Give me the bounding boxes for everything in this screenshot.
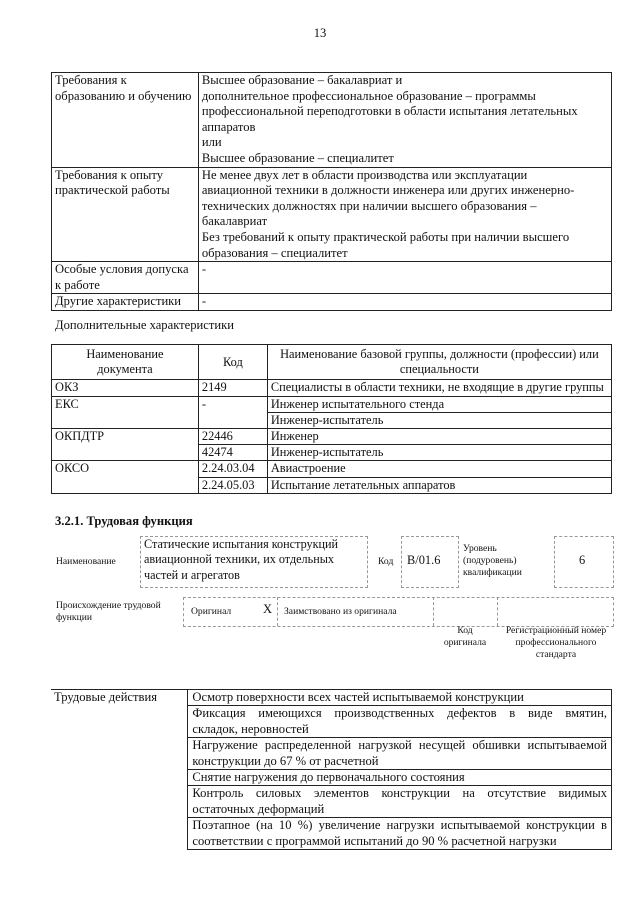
requirements-table bbox=[51, 72, 612, 311]
code-cell: 22446 bbox=[198, 429, 267, 445]
table-row bbox=[52, 429, 612, 445]
reg-number-label: Регистрационный номер профессионального стандарта bbox=[505, 625, 607, 660]
name-label: Наименование bbox=[56, 556, 116, 567]
original-label: Оригинал bbox=[191, 606, 232, 617]
code-cell: 2.24.05.03 bbox=[198, 477, 267, 493]
code-cell: - bbox=[198, 396, 267, 428]
column-header: Наименование документа bbox=[52, 345, 199, 380]
name-cell: Инженер-испытатель bbox=[267, 445, 611, 461]
code-cell: 2149 bbox=[198, 380, 267, 396]
name-cell: Инженер bbox=[267, 429, 611, 445]
code-cell: 42474 bbox=[198, 445, 267, 461]
column-header: Наименование базовой группы, должности (профессии) или специальности bbox=[267, 345, 611, 380]
borrowed-label: Заимствовано из оригинала bbox=[284, 606, 397, 617]
doc-cell: ОКПДТР bbox=[52, 429, 199, 461]
table-row bbox=[52, 167, 612, 262]
origin-label: Происхождение трудовой функции bbox=[56, 600, 161, 623]
row-value: Высшее образование – бакалавриат и дополнительное профессиональное образование – программы профессиональной переподготовки в области испытания летательных аппаратов или Высшее образование – специалитет bbox=[198, 73, 611, 168]
action-item: Снятие нагружения до первоначального состояния bbox=[188, 770, 612, 786]
action-item: Нагружение распределенной нагрузкой несущей обшивки испытываемой конструкции до 67 % от расчетной bbox=[188, 738, 612, 770]
table-row bbox=[51, 690, 612, 706]
name-cell: Инженер испытательного стенда bbox=[267, 396, 611, 412]
row-label: Другие характеристики bbox=[52, 294, 199, 311]
function-code: B/01.6 bbox=[407, 553, 441, 567]
level-label: Уровень (подуровень) квалификации bbox=[463, 543, 522, 578]
doc-cell: ОКЗ bbox=[52, 380, 199, 396]
column-header: Код bbox=[198, 345, 267, 380]
origin-divider bbox=[433, 597, 435, 626]
row-value: Не менее двух лет в области производства или эксплуатации авиационной техники в должности инженера или других инженерно- технических должностях при наличии высшего образования – бакалавриат Без требований к опыту практической работы при наличии высшего образования – специалитет bbox=[198, 167, 611, 262]
origin-divider bbox=[277, 597, 279, 626]
action-item: Осмотр поверхности всех частей испытываемой конструкции bbox=[188, 690, 612, 706]
action-item: Фиксация имеющихся производственных дефектов в виде вмятин, складок, неровностей bbox=[188, 706, 612, 738]
row-label: Требования к образованию и обучению bbox=[52, 73, 199, 168]
action-item: Поэтапное (на 10 %) увеличение нагрузки испытываемой конструкции в соответствии с программой испытаний до 90 % расчетной нагрузки bbox=[188, 818, 612, 850]
labor-actions-table bbox=[51, 689, 612, 850]
table-row bbox=[52, 262, 612, 294]
additional-table bbox=[51, 344, 612, 494]
original-mark: X bbox=[263, 602, 273, 616]
table-row bbox=[52, 73, 612, 168]
doc-cell: ЕКС bbox=[52, 396, 199, 428]
row-label: Требования к опыту практической работы bbox=[52, 167, 199, 262]
name-cell: Авиастроение bbox=[267, 461, 611, 477]
table-header-row bbox=[52, 345, 612, 380]
code-cell: 2.24.03.04 bbox=[198, 461, 267, 477]
actions-label: Трудовые действия bbox=[51, 690, 188, 850]
row-label: Особые условия допуска к работе bbox=[52, 262, 199, 294]
row-value: - bbox=[198, 262, 611, 294]
name-cell: Специалисты в области техники, не входящие в другие группы bbox=[267, 380, 611, 396]
name-cell: Инженер-испытатель bbox=[267, 412, 611, 428]
origin-divider bbox=[497, 597, 499, 626]
table-row bbox=[52, 396, 612, 412]
function-level: 6 bbox=[579, 553, 586, 567]
table-row bbox=[52, 461, 612, 477]
doc-cell: ОКСО bbox=[52, 461, 199, 493]
code-label: Код bbox=[378, 556, 394, 567]
table-row bbox=[52, 380, 612, 396]
origin-boxes bbox=[183, 597, 614, 627]
row-value: - bbox=[198, 294, 611, 311]
name-cell: Испытание летательных аппаратов bbox=[267, 477, 611, 493]
function-heading: 3.2.1. Трудовая функция bbox=[55, 514, 193, 528]
page-number: 13 bbox=[313, 26, 327, 40]
action-item: Контроль силовых элементов конструкции на отсутствие видимых остаточных деформаций bbox=[188, 786, 612, 818]
code-original-label: Код оригинала bbox=[443, 625, 487, 648]
function-name: Статические испытания конструкций авиационной техники, их отдельных частей и агрегатов bbox=[144, 537, 339, 582]
table-row bbox=[52, 294, 612, 311]
section-title: Дополнительные характеристики bbox=[55, 318, 234, 332]
